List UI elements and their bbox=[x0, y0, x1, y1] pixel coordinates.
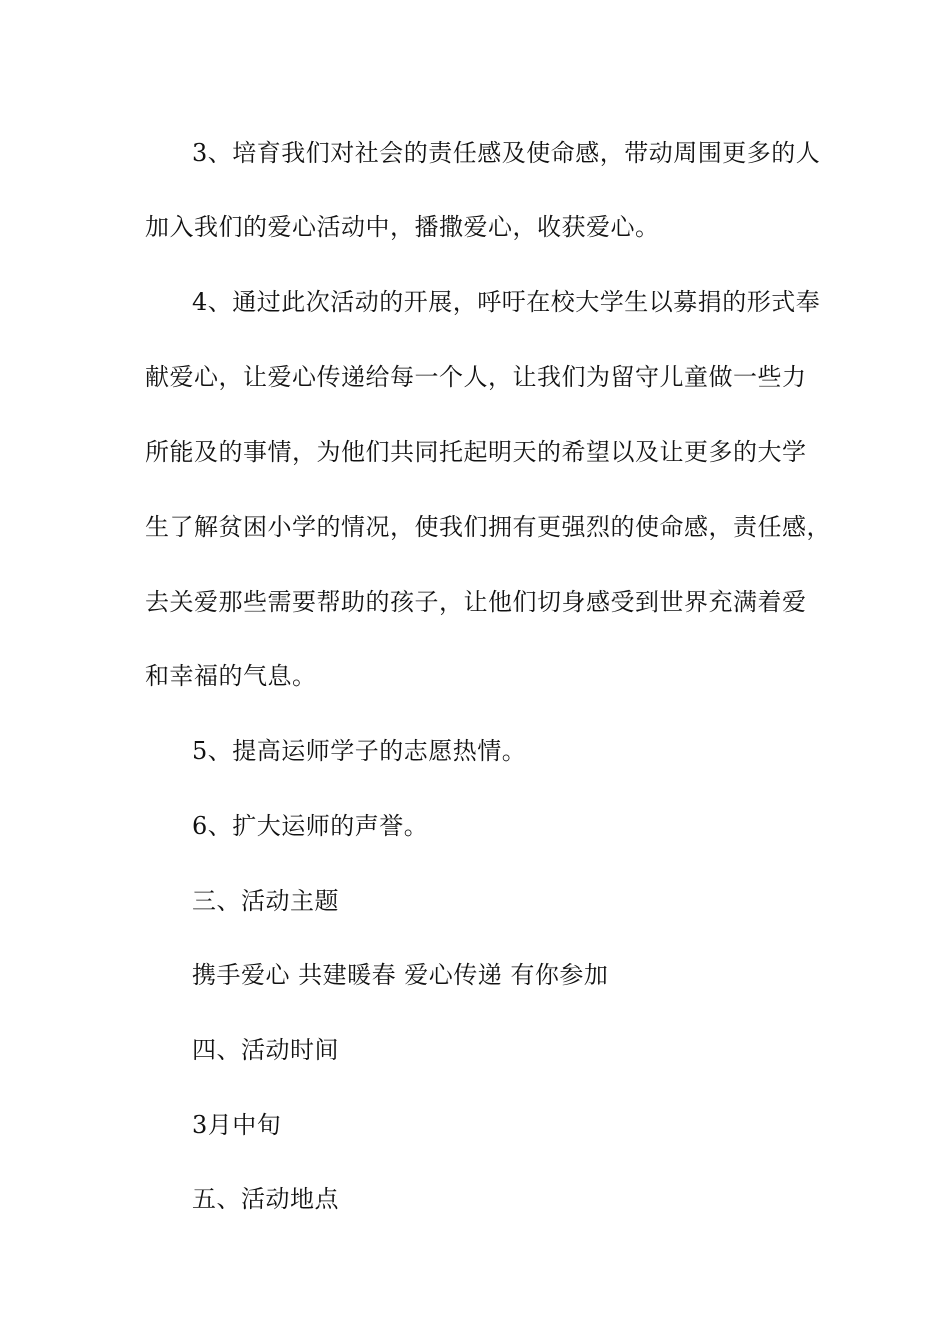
paragraph-4-line-1: 4、通过此次活动的开展，呼吁在校大学生以募捐的形式奉 bbox=[192, 288, 821, 316]
paragraph-4-line-2: 献爱心，让爱心传递给每一个人，让我们为留守儿童做一些力 bbox=[145, 363, 807, 391]
paragraph-5: 5、提高运师学子的志愿热情。 bbox=[192, 737, 527, 765]
section-heading-location: 五、活动地点 bbox=[192, 1185, 339, 1213]
paragraph-6: 6、扩大运师的声誉。 bbox=[192, 812, 429, 840]
paragraph-3-line-1: 3、培育我们对社会的责任感及使命感，带动周围更多的人 bbox=[192, 139, 821, 167]
activity-time: 3月中旬 bbox=[192, 1111, 282, 1139]
section-heading-theme: 三、活动主题 bbox=[192, 887, 339, 915]
paragraph-4-line-6: 和幸福的气息。 bbox=[145, 662, 317, 690]
paragraph-3-line-2: 加入我们的爱心活动中，播撒爱心，收获爱心。 bbox=[145, 213, 660, 241]
paragraph-4-line-3: 所能及的事情，为他们共同托起明天的希望以及让更多的大学 bbox=[145, 438, 807, 466]
section-heading-time: 四、活动时间 bbox=[192, 1036, 339, 1064]
theme-slogan: 携手爱心 共建暖春 爱心传递 有你参加 bbox=[192, 961, 609, 989]
paragraph-4-line-4: 生了解贫困小学的情况，使我们拥有更强烈的使命感，责任感， bbox=[145, 513, 831, 541]
paragraph-4-line-5: 去关爱那些需要帮助的孩子，让他们切身感受到世界充满着爱 bbox=[145, 588, 807, 616]
